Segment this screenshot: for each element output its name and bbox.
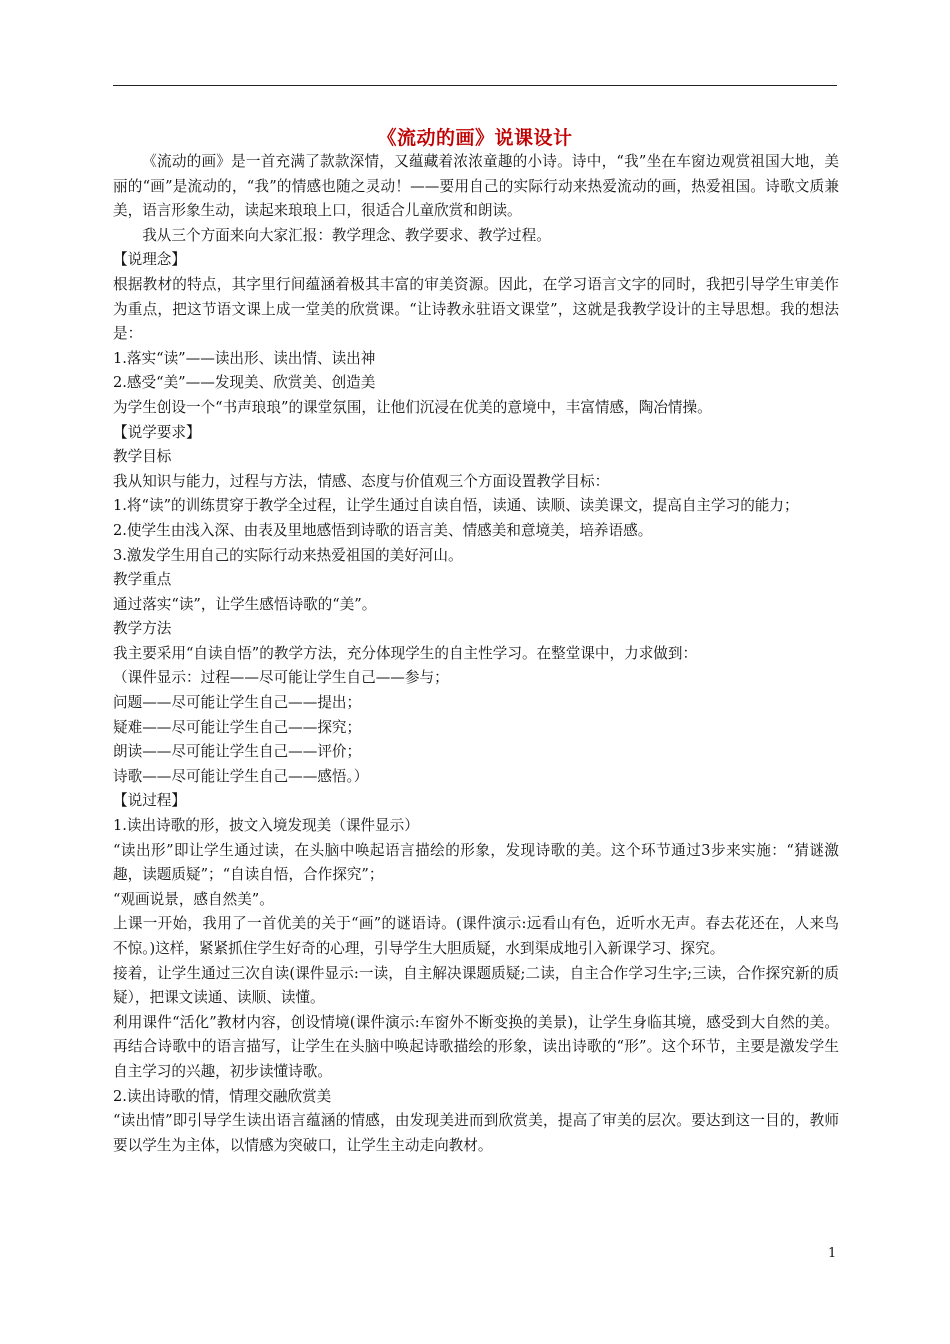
paragraph: 根据教材的特点，其字里行间蕴涵着极其丰富的审美资源。因此，在学习语言文字的同时，我把引导学生审美作为重点，把这节语文课上成一堂美的欣赏课。“让诗教永驻语文课堂”，这就是我教学设计的主导思想。我的想法是： (113, 275, 839, 343)
paragraph: 为学生创设一个“书声琅琅”的课堂氛围，让他们沉浸在优美的意境中，丰富情感，陶冶情操。 (113, 398, 712, 416)
document-title: 《流动的画》说课设计 (377, 127, 573, 149)
paragraph: 我从三个方面来向大家汇报：教学理念、教学要求、教学过程。 (142, 226, 551, 244)
page-number: 1 (828, 1246, 837, 1261)
paragraph: “读出情”即引导学生读出语言蕴涵的情感，由发现美进而到欣赏美，提高了审美的层次。要达到这一目的，教师要以学生为主体，以情感为突破口，让学生主动走向教材。 (113, 1112, 839, 1154)
list-item: 2.读出诗歌的情，情理交融欣赏美 (113, 1087, 332, 1105)
paragraph: （课件显示：过程——尽可能让学生自己——参与； (113, 669, 449, 687)
list-item: 2.使学生由浅入深、由表及里地感悟到诗歌的语言美、情感美和意境美，培养语感。 (113, 521, 653, 539)
list-item: 2.感受“美”——发现美、欣赏美、创造美 (113, 374, 376, 392)
paragraph: 通过落实“读”，让学生感悟诗歌的“美”。 (113, 595, 377, 613)
paragraph: 上课一开始，我用了一首优美的关于“画”的谜语诗。(课件演示:远看山有色，近听水无声。春去花还在，人来鸟不惊。)这样，紧紧抓住学生好奇的心理，引导学生大胆质疑，水到渠成地引入新课学习、探究。 (113, 915, 839, 957)
paragraph: 我从知识与能力，过程与方法，情感、态度与价值观三个方面设置教学目标： (113, 472, 610, 490)
paragraph: 《流动的画》是一首充满了款款深情，又蕴藏着浓浓童趣的小诗。诗中，“我”坐在车窗边观赏祖国大地，美丽的“画”是流动的，“我”的情感也随之灵动！——要用自己的实际行动来热爱流动的画，热爱祖国。诗歌文质兼美，语言形象生动，读起来琅琅上口，很适合儿童欣赏和朗读。 (113, 153, 839, 220)
paragraph: 朗读——尽可能让学生自己——评价； (113, 743, 362, 761)
paragraph: 诗歌——尽可能让学生自己——感悟。） (113, 767, 369, 785)
paragraph: 疑难——尽可能让学生自己——探究； (113, 718, 362, 736)
paragraph: 接着，让学生通过三次自读(课件显示:一读，自主解决课题质疑;二读，自主合作学习生字;三读，合作探究新的质疑），把课文读通、读顺、读懂。 (113, 964, 839, 1007)
paragraph: “读出形”即让学生通过读，在头脑中唤起语言描绘的形象，发现诗歌的美。这个环节通过3步来实施：“猜谜激趣，读题质疑”；“自读自悟，合作探究”； (113, 841, 839, 884)
list-item: 1.读出诗歌的形，披文入境发现美（课件显示） (113, 817, 419, 835)
section-heading: 【说理念】 (113, 251, 186, 269)
paragraph: “观画说景，感自然美”。 (113, 890, 274, 908)
list-item: 1.落实“读”——读出形、读出情、读出神 (113, 349, 376, 367)
paragraph: 我主要采用“自读自悟”的教学方法，充分体现学生的自主性学习。在整堂课中，力求做到： (113, 644, 698, 662)
section-heading: 【说学要求】 (113, 423, 201, 441)
subheading: 教学重点 (113, 571, 172, 589)
section-heading: 【说过程】 (113, 792, 186, 810)
list-item: 1.将“读”的训练贯穿于教学全过程，让学生通过自读自悟，读通、读顺、读美课文，提高自主学习的能力； (113, 497, 799, 515)
subheading: 教学方法 (113, 620, 172, 638)
list-item: 3.激发学生用自己的实际行动来热爱祖国的美好河山。 (113, 546, 463, 564)
paragraph: 利用课件“活化”教材内容，创设情境(课件演示:车窗外不断变换的美景)，让学生身临其境，感受到大自然的美。再结合诗歌中的语言描写，让学生在头脑中唤起诗歌描绘的形象，读出诗歌的“形”。这个环节，主要是激发学生自主学习的兴趣，初步读懂诗歌。 (113, 1013, 839, 1080)
header-rule (113, 85, 837, 86)
paragraph: 问题——尽可能让学生自己——提出； (113, 694, 362, 712)
subheading: 教学目标 (113, 448, 172, 466)
document-body (113, 150, 839, 1158)
